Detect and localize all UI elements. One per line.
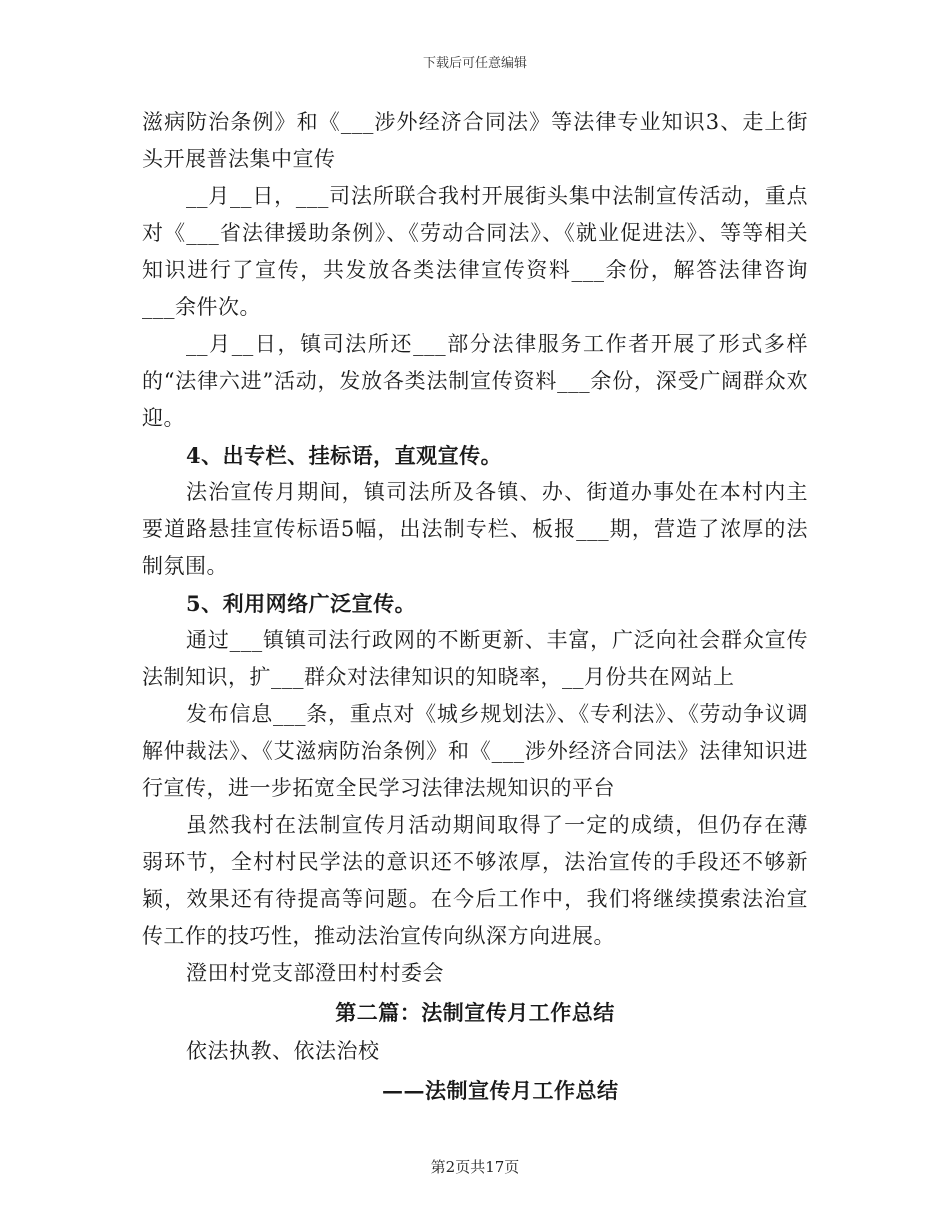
section-heading-4: 4、出专栏、挂标语，直观宣传。 <box>186 443 503 468</box>
page-number: 第2页共17页 <box>430 1158 520 1176</box>
paragraph-publish-info: 发布信息___条，重点对《城乡规划法》、《专利法》、《劳动争议调解仲裁法》、《艾滋病防治条例》和《___涉外经济合同法》法律知识进行宣传，进一步拓宽全民学习法律法规知识的平台 <box>142 702 808 800</box>
motto-line: 依法执教、依法治校 <box>186 1039 380 1063</box>
paragraph-continuation: 滋病防治条例》和《___涉外经济合同法》等法律专业知识3、走上街头开展普法集中宣传 <box>142 110 808 171</box>
paragraph-summary: 虽然我村在法制宣传月活动期间取得了一定的成绩，但仍存在薄弱环节，全村村民学法的意识还不够浓厚，法治宣传的手段还不够新颖，效果还有待提高等问题。在今后工作中，我们将继续摸索法治宣传工作的技巧性，推动法治宣传向纵深方向进展。 <box>142 813 808 948</box>
chapter-subtitle: ——法制宣传月工作总结 <box>382 1078 619 1103</box>
paragraph-network: 通过___镇镇司法行政网的不断更新、丰富，广泛向社会群众宣传法制知识，扩___群众对法律知识的知晓率，__月份共在网站上 <box>142 628 808 689</box>
signature-line: 澄田村党支部澄田村村委会 <box>186 961 444 985</box>
section-heading-5: 5、利用网络广泛宣传。 <box>186 591 417 616</box>
document-body <box>142 104 808 1109</box>
header-note: 下载后可任意编辑 <box>422 56 527 71</box>
chapter-title: 第二篇：法制宣传月工作总结 <box>335 1000 615 1025</box>
paragraph-street-publicity: __月__日，___司法所联合我村开展街头集中法制宣传活动，重点对《___省法律援助条例》、《劳动合同法》、《就业促进法》、等等相关知识进行了宣传，共发放各类法律宣传资料___余份，解答法律咨询___余件次。 <box>142 184 808 319</box>
paragraph-slogans: 法治宣传月期间，镇司法所及各镇、办、街道办事处在本村内主要道路悬挂宣传标语5幅，出法制专栏、板报___期，营造了浓厚的法制氛围。 <box>142 480 808 578</box>
paragraph-six-entries: __月__日，镇司法所还___部分法律服务工作者开展了形式多样的“法律六进”活动，发放各类法制宣传资料___余份，深受广阔群众欢迎。 <box>142 332 808 430</box>
